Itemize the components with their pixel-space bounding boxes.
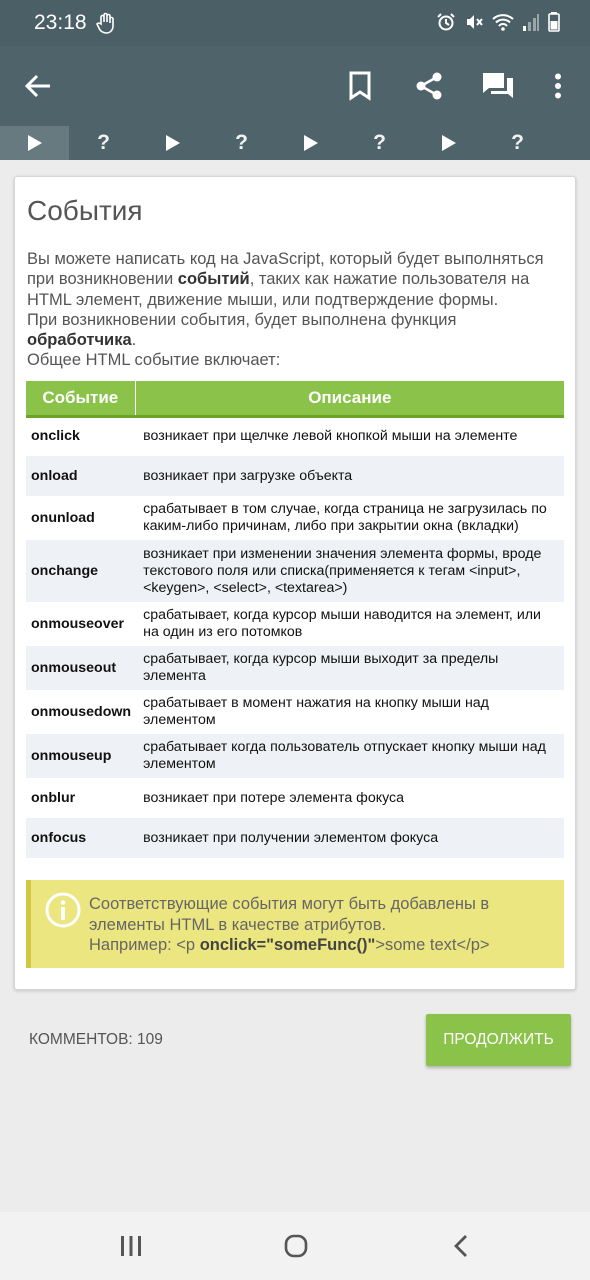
intro-text-part: . <box>131 331 137 350</box>
lesson-tabs <box>0 126 590 160</box>
info-icon <box>45 892 81 928</box>
table-row <box>26 778 564 818</box>
table-row <box>26 416 564 456</box>
event-name: onfocus <box>26 818 135 858</box>
back-arrow-icon[interactable] <box>18 66 58 106</box>
intro-text-part: Вы можете написать код на JavaScript, который будет выполняться при возникновении <box>27 250 544 289</box>
event-description: срабатывает, когда курсор мыши выходит за пределы элемента <box>135 646 564 690</box>
tab-quiz[interactable]: ? <box>373 131 386 154</box>
note-example-code: onclick="someFunc()" <box>199 936 376 954</box>
alarm-icon <box>436 12 456 32</box>
tab-lesson[interactable] <box>414 126 483 160</box>
intro-text-part: , таких как нажатие пользователя на HTML элемент, движение мыши, или подтверждение формы. <box>27 270 530 309</box>
tab-quiz[interactable]: ? <box>511 131 524 154</box>
signal-icon <box>522 12 540 32</box>
table-row <box>26 456 564 496</box>
share-icon[interactable] <box>409 66 449 106</box>
tab-lesson[interactable] <box>276 126 345 160</box>
event-name: onunload <box>26 496 135 540</box>
events-table <box>26 381 564 858</box>
tab-lesson[interactable] <box>138 126 207 160</box>
tab-quiz[interactable]: ? <box>235 131 248 154</box>
info-note <box>26 880 564 968</box>
event-description: срабатывает, когда курсор мыши наводится на элемент, или на один из его потомков <box>135 602 564 646</box>
event-description: возникает при щелчке левой кнопкой мыши на элементе <box>135 416 564 456</box>
event-description: срабатывает в том случае, когда страница не загрузилась по каким-либо причинам, либо при закрытии окна (вкладки) <box>135 496 564 540</box>
recent-apps-icon[interactable] <box>111 1230 151 1262</box>
comments-icon[interactable] <box>478 66 518 106</box>
table-row <box>26 646 564 690</box>
table-row <box>26 496 564 540</box>
system-nav-bar <box>0 1212 590 1280</box>
table-header-row <box>26 381 564 416</box>
play-icon <box>441 134 457 152</box>
event-name: onload <box>26 456 135 496</box>
event-name: onchange <box>26 540 135 602</box>
intro-bold-events: событий <box>177 270 250 289</box>
event-name: onblur <box>26 778 135 818</box>
table-row <box>26 690 564 734</box>
event-description: возникает при потере элемента фокуса <box>135 778 564 818</box>
battery-icon <box>548 12 560 32</box>
play-icon <box>303 134 319 152</box>
event-description: возникает при изменении значения элемента формы, вроде текстового поля или списка(применяется к тегам <input>, <keygen>, <select>, <textarea>) <box>135 540 564 602</box>
comments-link[interactable]: КОММЕНТОВ: 109 <box>29 1031 163 1048</box>
note-example-suffix: >some text</p> <box>375 936 490 954</box>
note-line: Соответствующие события могут быть добавлены в элементы HTML в качестве атрибутов. <box>89 895 490 934</box>
home-icon[interactable] <box>276 1230 316 1262</box>
status-time: 23:18 <box>34 11 87 34</box>
table-row <box>26 818 564 858</box>
note-example-prefix: Например: <p <box>89 936 200 954</box>
status-icons <box>436 12 560 32</box>
page-title: События <box>27 195 143 226</box>
note-text <box>89 894 549 956</box>
event-name: onmousedown <box>26 690 135 734</box>
event-name: onmouseout <box>26 646 135 690</box>
system-back-icon[interactable] <box>441 1230 481 1262</box>
event-description: срабатывает когда пользователь отпускает кнопку мыши над элементом <box>135 734 564 778</box>
intro-bold-handler: обработчика <box>27 331 132 350</box>
event-description: возникает при загрузке объекта <box>135 456 564 496</box>
table-row <box>26 540 564 602</box>
table-row <box>26 602 564 646</box>
event-description: срабатывает в момент нажатия на кнопку мыши над элементом <box>135 690 564 734</box>
event-name: onmouseup <box>26 734 135 778</box>
table-row <box>26 734 564 778</box>
status-bar <box>0 0 590 46</box>
play-icon <box>165 134 181 152</box>
play-icon <box>27 134 43 152</box>
table-header-event: Событие <box>26 381 135 416</box>
intro-text-part: При возникновении события, будет выполнена функция <box>27 310 457 329</box>
event-name: onclick <box>26 416 135 456</box>
intro-text-part: Общее HTML событие включает: <box>27 351 281 370</box>
wifi-icon <box>492 12 514 32</box>
continue-button[interactable]: ПРОДОЛЖИТЬ <box>426 1014 571 1066</box>
more-vert-icon[interactable] <box>538 66 578 106</box>
mute-icon <box>464 12 484 32</box>
tab-quiz[interactable]: ? <box>97 131 110 154</box>
hand-icon <box>96 12 116 34</box>
table-header-description: Описание <box>135 381 564 416</box>
intro-text <box>27 249 567 371</box>
bookmark-icon[interactable] <box>340 66 380 106</box>
event-description: возникает при получении элементом фокуса <box>135 818 564 858</box>
app-bar <box>0 46 590 126</box>
lesson-card <box>14 176 576 990</box>
event-name: onmouseover <box>26 602 135 646</box>
tab-lesson[interactable] <box>0 126 69 160</box>
